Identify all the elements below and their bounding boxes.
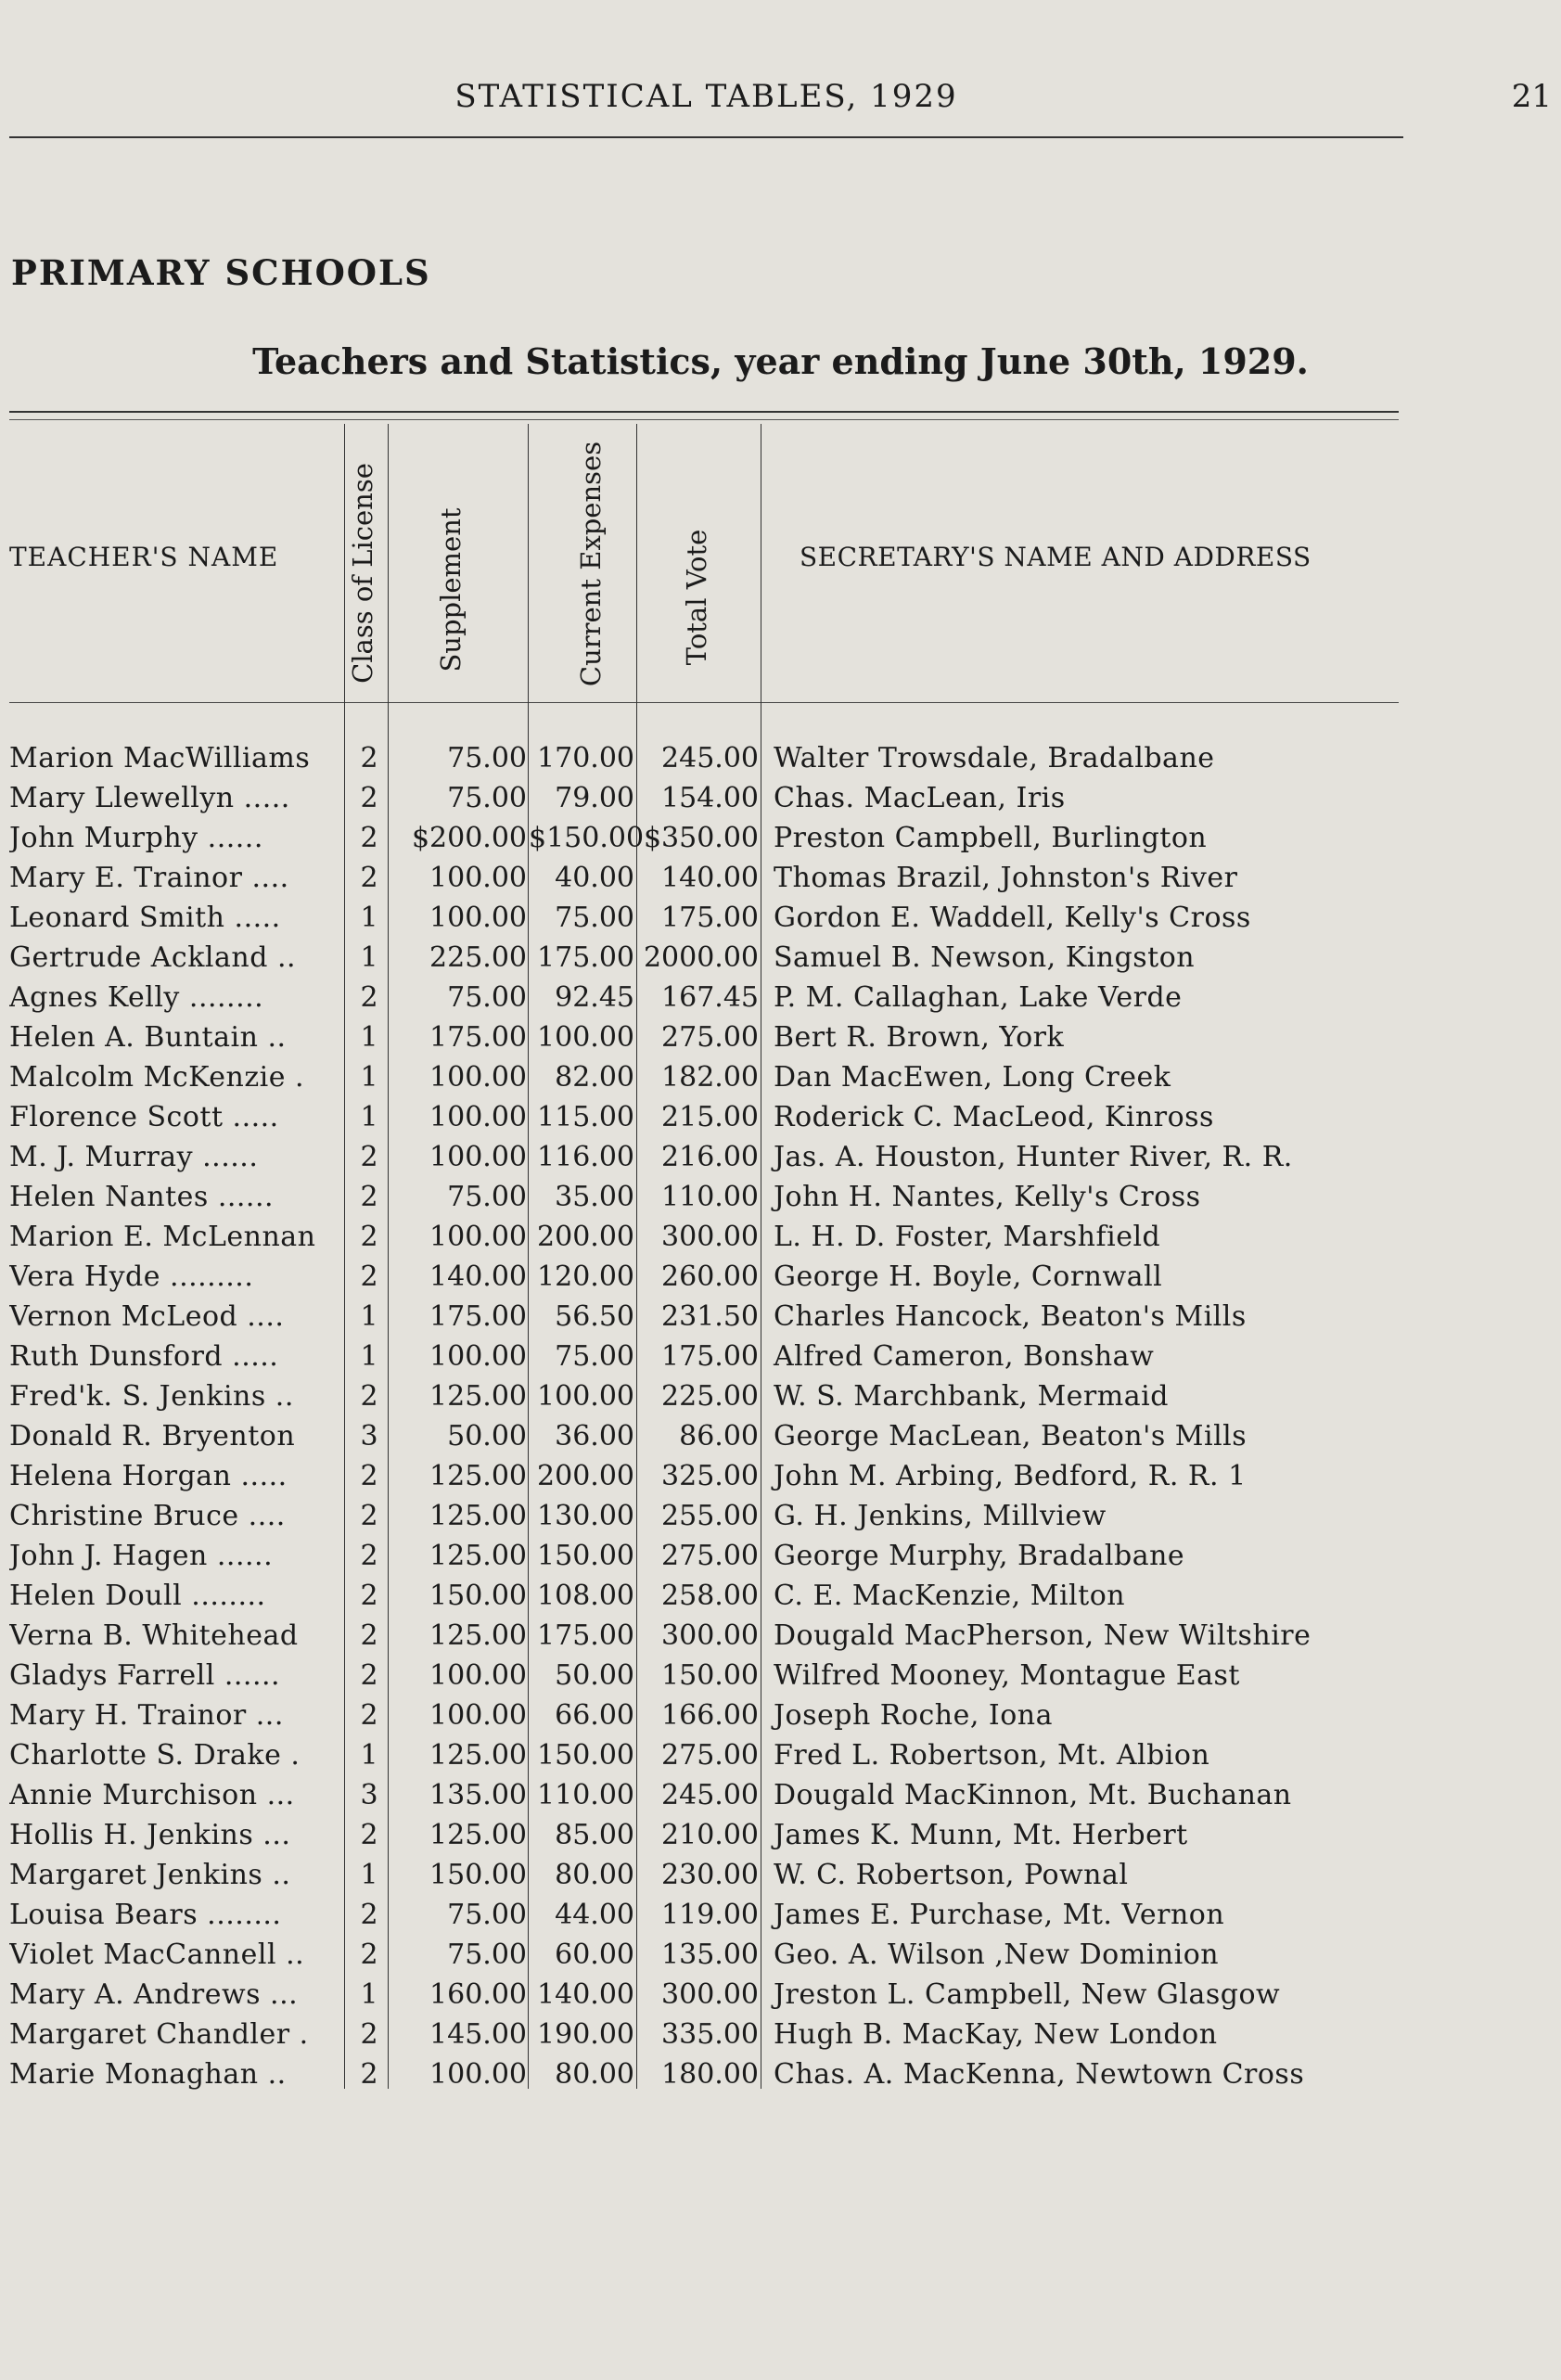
secretary-cell: Alfred Cameron, Bonshaw: [774, 1340, 1155, 1373]
current-expenses-cell: $150.00: [529, 822, 645, 854]
license-class-cell: 1: [360, 1859, 378, 1891]
header-total-vote: Total Vote: [681, 529, 712, 666]
total-vote-cell: 225.00: [661, 1380, 759, 1413]
total-vote-cell: 175.00: [661, 902, 759, 934]
total-vote-cell: 231.50: [661, 1300, 759, 1333]
license-class-cell: 1: [360, 1739, 378, 1772]
table-row: [0, 1819, 1561, 1859]
secretary-cell: L. H. D. Foster, Marshfield: [774, 1221, 1161, 1253]
secretary-cell: Chas. A. MacKenna, Newtown Cross: [774, 2058, 1305, 2091]
supplement-cell: 100.00: [429, 1061, 527, 1094]
supplement-cell: 225.00: [429, 941, 527, 974]
total-vote-cell: 325.00: [661, 1460, 759, 1492]
secretary-cell: G. H. Jenkins, Millview: [774, 1500, 1107, 1532]
teacher-name-cell: Annie Murchison ...: [9, 1779, 295, 1811]
total-vote-cell: 154.00: [661, 782, 759, 814]
teacher-name-cell: Vera Hyde .........: [9, 1260, 254, 1293]
current-expenses-cell: 35.00: [555, 1181, 634, 1213]
current-expenses-cell: 190.00: [537, 2018, 634, 2051]
license-class-cell: 2: [360, 1540, 378, 1572]
teacher-name-cell: Helen Nantes ......: [9, 1181, 275, 1213]
supplement-cell: 125.00: [429, 1500, 527, 1532]
teacher-name-cell: M. J. Murray ......: [9, 1141, 259, 1173]
table-row: [0, 1021, 1561, 1061]
supplement-cell: 125.00: [429, 1739, 527, 1772]
total-vote-cell: 255.00: [661, 1500, 759, 1532]
teacher-name-cell: Helen Doull ........: [9, 1580, 266, 1612]
supplement-cell: 100.00: [429, 862, 527, 894]
table-caption: Teachers and Statistics, year ending June 30th, 1929.: [252, 340, 1309, 382]
license-class-cell: 2: [360, 981, 378, 1014]
total-vote-cell: 110.00: [661, 1181, 759, 1213]
teacher-name-cell: Violet MacCannell ..: [9, 1939, 305, 1971]
secretary-cell: W. S. Marchbank, Mermaid: [774, 1380, 1169, 1413]
supplement-cell: 135.00: [429, 1779, 527, 1811]
current-expenses-cell: 50.00: [555, 1659, 634, 1692]
total-vote-cell: 275.00: [661, 1739, 759, 1772]
supplement-cell: 50.00: [447, 1420, 527, 1452]
total-vote-cell: 215.00: [661, 1101, 759, 1133]
teacher-name-cell: Vernon McLeod ....: [9, 1300, 285, 1333]
secretary-cell: Dougald MacPherson, New Wiltshire: [774, 1619, 1311, 1652]
total-vote-cell: 119.00: [661, 1899, 759, 1931]
license-class-cell: 2: [360, 782, 378, 814]
header-current-expenses: Current Expenses: [575, 441, 607, 687]
secretary-cell: Roderick C. MacLeod, Kinross: [774, 1101, 1214, 1133]
table-row: [0, 1739, 1561, 1779]
teacher-name-cell: Marion MacWilliams: [9, 742, 311, 774]
license-class-cell: 1: [360, 902, 378, 934]
total-vote-cell: 2000.00: [643, 941, 759, 974]
secretary-cell: Gordon E. Waddell, Kelly's Cross: [774, 902, 1251, 934]
total-vote-cell: 182.00: [661, 1061, 759, 1094]
total-vote-cell: 275.00: [661, 1021, 759, 1054]
teacher-name-cell: Helena Horgan .....: [9, 1460, 288, 1492]
current-expenses-cell: 36.00: [555, 1420, 634, 1452]
table-row: [0, 2018, 1561, 2058]
license-class-cell: 2: [360, 1699, 378, 1732]
total-vote-cell: 230.00: [661, 1859, 759, 1891]
current-expenses-cell: 60.00: [555, 1939, 634, 1971]
page-number: 21: [1511, 78, 1552, 115]
total-vote-cell: 300.00: [661, 1221, 759, 1253]
table-row: [0, 1300, 1561, 1340]
total-vote-cell: 245.00: [661, 1779, 759, 1811]
current-expenses-cell: 100.00: [537, 1380, 634, 1413]
teacher-name-cell: Mary E. Trainor ....: [9, 862, 289, 894]
current-expenses-cell: 170.00: [537, 742, 634, 774]
license-class-cell: 1: [360, 1978, 378, 2011]
table-row: [0, 1659, 1561, 1699]
total-vote-cell: 300.00: [661, 1619, 759, 1652]
table-row: [0, 1460, 1561, 1500]
table-row: [0, 902, 1561, 941]
license-class-cell: 2: [360, 1659, 378, 1692]
license-class-cell: 1: [360, 1061, 378, 1094]
teacher-name-cell: Marion E. McLennan: [9, 1221, 316, 1253]
table-row: [0, 1101, 1561, 1141]
table-row: [0, 1619, 1561, 1659]
teacher-name-cell: Marie Monaghan ..: [9, 2058, 287, 2091]
license-class-cell: 2: [360, 1819, 378, 1851]
current-expenses-cell: 100.00: [537, 1021, 634, 1054]
secretary-cell: Samuel B. Newson, Kingston: [774, 941, 1196, 974]
current-expenses-cell: 85.00: [555, 1819, 634, 1851]
license-class-cell: 1: [360, 941, 378, 974]
supplement-cell: 100.00: [429, 2058, 527, 2091]
current-expenses-cell: 56.50: [555, 1300, 634, 1333]
license-class-cell: 2: [360, 1939, 378, 1971]
supplement-cell: 100.00: [429, 1699, 527, 1732]
license-class-cell: 2: [360, 2058, 378, 2091]
supplement-cell: 125.00: [429, 1540, 527, 1572]
table-row: [0, 1699, 1561, 1739]
license-class-cell: 2: [360, 1460, 378, 1492]
teacher-name-cell: Christine Bruce ....: [9, 1500, 286, 1532]
total-vote-cell: 167.45: [661, 981, 759, 1014]
running-title: STATISTICAL TABLES, 1929: [454, 78, 958, 115]
current-expenses-cell: 80.00: [555, 1859, 634, 1891]
current-expenses-cell: 120.00: [537, 1260, 634, 1293]
supplement-cell: 75.00: [447, 742, 527, 774]
secretary-cell: Bert R. Brown, York: [774, 1021, 1065, 1054]
current-expenses-cell: 82.00: [555, 1061, 634, 1094]
teacher-name-cell: Donald R. Bryenton: [9, 1420, 296, 1452]
secretary-cell: Dougald MacKinnon, Mt. Buchanan: [774, 1779, 1292, 1811]
current-expenses-cell: 175.00: [537, 1619, 634, 1652]
secretary-cell: Thomas Brazil, Johnston's River: [774, 862, 1238, 894]
teacher-name-cell: Charlotte S. Drake .: [9, 1739, 301, 1772]
license-class-cell: 2: [360, 1141, 378, 1173]
table-row: [0, 1779, 1561, 1819]
teacher-name-cell: Agnes Kelly ........: [9, 981, 264, 1014]
teacher-name-cell: Gertrude Ackland ..: [9, 941, 297, 974]
supplement-cell: 175.00: [429, 1300, 527, 1333]
teacher-name-cell: Hollis H. Jenkins ...: [9, 1819, 291, 1851]
total-vote-cell: 166.00: [661, 1699, 759, 1732]
table-top-rule: [9, 411, 1399, 413]
table-row: [0, 1221, 1561, 1260]
table-row: [0, 1899, 1561, 1939]
secretary-cell: Joseph Roche, Iona: [774, 1699, 1054, 1732]
secretary-cell: George H. Boyle, Cornwall: [774, 1260, 1163, 1293]
header-class-of-license: Class of License: [347, 463, 378, 684]
teacher-name-cell: Gladys Farrell ......: [9, 1659, 281, 1692]
license-class-cell: 2: [360, 1619, 378, 1652]
table-row: [0, 1978, 1561, 2018]
current-expenses-cell: 140.00: [537, 1978, 634, 2011]
supplement-cell: $200.00: [411, 822, 527, 854]
table-row: [0, 1939, 1561, 1978]
secretary-cell: Fred L. Robertson, Mt. Albion: [774, 1739, 1210, 1772]
current-expenses-cell: 150.00: [537, 1739, 634, 1772]
total-vote-cell: 245.00: [661, 742, 759, 774]
supplement-cell: 75.00: [447, 1939, 527, 1971]
secretary-cell: John M. Arbing, Bedford, R. R. 1: [774, 1460, 1247, 1492]
current-expenses-cell: 200.00: [537, 1221, 634, 1253]
total-vote-cell: 275.00: [661, 1540, 759, 1572]
supplement-cell: 125.00: [429, 1619, 527, 1652]
secretary-cell: Chas. MacLean, Iris: [774, 782, 1066, 814]
total-vote-cell: 335.00: [661, 2018, 759, 2051]
current-expenses-cell: 115.00: [537, 1101, 634, 1133]
table-row: [0, 941, 1561, 981]
supplement-cell: 75.00: [447, 981, 527, 1014]
secretary-cell: James E. Purchase, Mt. Vernon: [774, 1899, 1225, 1931]
table-top-rule-thin: [9, 419, 1399, 420]
license-class-cell: 2: [360, 1181, 378, 1213]
secretary-cell: Geo. A. Wilson ,New Dominion: [774, 1939, 1220, 1971]
supplement-cell: 175.00: [429, 1021, 527, 1054]
supplement-cell: 125.00: [429, 1380, 527, 1413]
teacher-name-cell: Verna B. Whitehead: [9, 1619, 299, 1652]
secretary-cell: George MacLean, Beaton's Mills: [774, 1420, 1248, 1452]
teacher-name-cell: Mary Llewellyn .....: [9, 782, 290, 814]
table-header-rule: [9, 702, 1399, 703]
current-expenses-cell: 130.00: [537, 1500, 634, 1532]
teacher-name-cell: John J. Hagen ......: [9, 1540, 274, 1572]
secretary-cell: P. M. Callaghan, Lake Verde: [774, 981, 1183, 1014]
supplement-cell: 100.00: [429, 1141, 527, 1173]
current-expenses-cell: 66.00: [555, 1699, 634, 1732]
supplement-cell: 140.00: [429, 1260, 527, 1293]
table-row: [0, 1540, 1561, 1580]
license-class-cell: 2: [360, 742, 378, 774]
supplement-cell: 75.00: [447, 1181, 527, 1213]
current-expenses-cell: 75.00: [555, 902, 634, 934]
total-vote-cell: 180.00: [661, 2058, 759, 2091]
secretary-cell: Hugh B. MacKay, New London: [774, 2018, 1218, 2051]
total-vote-cell: 140.00: [661, 862, 759, 894]
table-row: [0, 1260, 1561, 1300]
teacher-name-cell: Margaret Chandler .: [9, 2018, 309, 2051]
supplement-cell: 145.00: [429, 2018, 527, 2051]
header-rule: [9, 136, 1403, 138]
total-vote-cell: 258.00: [661, 1580, 759, 1612]
license-class-cell: 1: [360, 1300, 378, 1333]
license-class-cell: 2: [360, 2018, 378, 2051]
supplement-cell: 150.00: [429, 1580, 527, 1612]
supplement-cell: 100.00: [429, 1659, 527, 1692]
teacher-name-cell: Ruth Dunsford .....: [9, 1340, 279, 1373]
header-secretary-name-address: SECRETARY'S NAME AND ADDRESS: [800, 542, 1311, 572]
supplement-cell: 160.00: [429, 1978, 527, 2011]
license-class-cell: 2: [360, 1899, 378, 1931]
table-row: [0, 822, 1561, 862]
current-expenses-cell: 175.00: [537, 941, 634, 974]
supplement-cell: 100.00: [429, 1101, 527, 1133]
supplement-cell: 75.00: [447, 1899, 527, 1931]
total-vote-cell: 175.00: [661, 1340, 759, 1373]
teacher-name-cell: Margaret Jenkins ..: [9, 1859, 291, 1891]
secretary-cell: Charles Hancock, Beaton's Mills: [774, 1300, 1247, 1333]
supplement-cell: 100.00: [429, 1221, 527, 1253]
teacher-name-cell: Fred'k. S. Jenkins ..: [9, 1380, 294, 1413]
current-expenses-cell: 79.00: [555, 782, 634, 814]
table-row: [0, 2058, 1561, 2098]
license-class-cell: 1: [360, 1101, 378, 1133]
total-vote-cell: 150.00: [661, 1659, 759, 1692]
table-row: [0, 1859, 1561, 1899]
teacher-name-cell: Mary A. Andrews ...: [9, 1978, 299, 2011]
table-row: [0, 1340, 1561, 1380]
total-vote-cell: 300.00: [661, 1978, 759, 2011]
table-row: [0, 742, 1561, 782]
supplement-cell: 100.00: [429, 902, 527, 934]
secretary-cell: Jas. A. Houston, Hunter River, R. R.: [774, 1141, 1293, 1173]
secretary-cell: Preston Campbell, Burlington: [774, 822, 1208, 854]
license-class-cell: 3: [360, 1779, 378, 1811]
total-vote-cell: 216.00: [661, 1141, 759, 1173]
license-class-cell: 2: [360, 822, 378, 854]
supplement-cell: 125.00: [429, 1819, 527, 1851]
license-class-cell: 1: [360, 1340, 378, 1373]
current-expenses-cell: 150.00: [537, 1540, 634, 1572]
license-class-cell: 2: [360, 1221, 378, 1253]
table-row: [0, 1500, 1561, 1540]
teacher-name-cell: Louisa Bears ........: [9, 1899, 282, 1931]
license-class-cell: 3: [360, 1420, 378, 1452]
supplement-cell: 150.00: [429, 1859, 527, 1891]
teacher-name-cell: Florence Scott .....: [9, 1101, 279, 1133]
total-vote-cell: $350.00: [643, 822, 759, 854]
current-expenses-cell: 200.00: [537, 1460, 634, 1492]
table-row: [0, 1141, 1561, 1181]
license-class-cell: 2: [360, 1260, 378, 1293]
teacher-name-cell: Mary H. Trainor ...: [9, 1699, 284, 1732]
teacher-name-cell: Malcolm McKenzie .: [9, 1061, 305, 1094]
secretary-cell: Jreston L. Campbell, New Glasgow: [774, 1978, 1281, 2011]
license-class-cell: 2: [360, 1380, 378, 1413]
teacher-name-cell: Helen A. Buntain ..: [9, 1021, 287, 1054]
license-class-cell: 2: [360, 1580, 378, 1612]
total-vote-cell: 86.00: [679, 1420, 759, 1452]
secretary-cell: Walter Trowsdale, Bradalbane: [774, 742, 1215, 774]
running-head: [9, 78, 1552, 124]
current-expenses-cell: 44.00: [555, 1899, 634, 1931]
secretary-cell: Dan MacEwen, Long Creek: [774, 1061, 1171, 1094]
header-teacher-name: TEACHER'S NAME: [9, 542, 279, 572]
total-vote-cell: 210.00: [661, 1819, 759, 1851]
secretary-cell: James K. Munn, Mt. Herbert: [774, 1819, 1188, 1851]
license-class-cell: 1: [360, 1021, 378, 1054]
total-vote-cell: 260.00: [661, 1260, 759, 1293]
current-expenses-cell: 75.00: [555, 1340, 634, 1373]
secretary-cell: Wilfred Mooney, Montague East: [774, 1659, 1240, 1692]
current-expenses-cell: 108.00: [537, 1580, 634, 1612]
teacher-name-cell: Leonard Smith .....: [9, 902, 281, 934]
current-expenses-cell: 92.45: [555, 981, 634, 1014]
table-row: [0, 1181, 1561, 1221]
license-class-cell: 2: [360, 1500, 378, 1532]
table-row: [0, 981, 1561, 1021]
license-class-cell: 2: [360, 862, 378, 894]
table-row: [0, 1580, 1561, 1619]
teacher-name-cell: John Murphy ......: [9, 822, 263, 854]
secretary-cell: George Murphy, Bradalbane: [774, 1540, 1185, 1572]
table-row: [0, 1061, 1561, 1101]
table-row: [0, 862, 1561, 902]
total-vote-cell: 135.00: [661, 1939, 759, 1971]
secretary-cell: C. E. MacKenzie, Milton: [774, 1580, 1126, 1612]
current-expenses-cell: 116.00: [537, 1141, 634, 1173]
table-row: [0, 782, 1561, 822]
current-expenses-cell: 40.00: [555, 862, 634, 894]
supplement-cell: 100.00: [429, 1340, 527, 1373]
current-expenses-cell: 80.00: [555, 2058, 634, 2091]
table-row: [0, 1380, 1561, 1420]
table-row: [0, 1420, 1561, 1460]
header-supplement: Supplement: [435, 507, 467, 672]
section-title: PRIMARY SCHOOLS: [11, 252, 431, 293]
secretary-cell: W. C. Robertson, Pownal: [774, 1859, 1129, 1891]
current-expenses-cell: 110.00: [537, 1779, 634, 1811]
secretary-cell: John H. Nantes, Kelly's Cross: [774, 1181, 1201, 1213]
supplement-cell: 125.00: [429, 1460, 527, 1492]
supplement-cell: 75.00: [447, 782, 527, 814]
